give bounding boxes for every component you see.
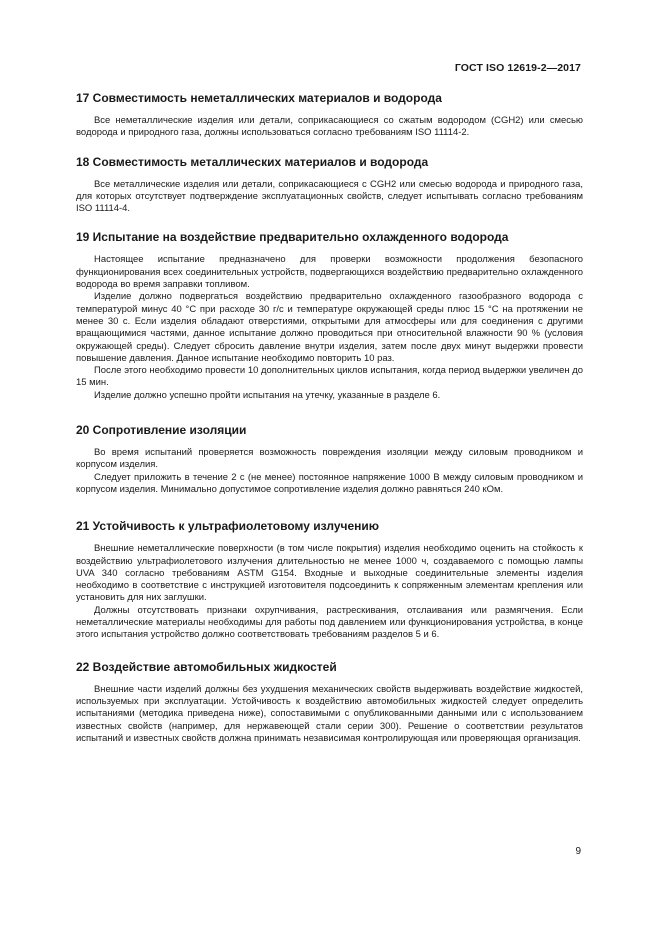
paragraph: Во время испытаний проверяется возможность повреждения изоляции между силовым проводником и корпусом изделия. (76, 447, 583, 471)
section-heading: 21 Устойчивость к ультрафиолетовому излучению (76, 519, 380, 534)
section-heading: 20 Сопротивление изоляции (76, 423, 247, 438)
paragraph: Все металлические изделия или детали, соприкасающиеся с CGH2 или смесью водорода и природного газа, для которых отсутствует подтверждение эксплуатационных свойств, следует испытывать согласно требованиям ISO 11114-4. (76, 178, 583, 215)
paragraph: Следует приложить в течение 2 с (не менее) постоянное напряжение 1000 В между силовым проводником и корпусом изделия. Минимально допустимое сопротивление изделия должно равняться 240 кОм. (76, 471, 583, 495)
paragraph: Должны отсутствовать признаки охрупчивания, растрескивания, отслаивания или размягчения. Если неметаллические материалы необходимы для работы под давлением или функционирования устройства, в конце этого испытания устройство должно соответствовать требованиям разделов 5 и 6. (76, 604, 583, 641)
section-21 (76, 519, 583, 641)
paragraph: Настоящее испытание предназначено для проверки возможности продолжения безопасного функционирования всех соединительных устройств, подвергающихся воздействию предварительно охлажденного водорода во время заправки топливом. (76, 254, 583, 291)
paragraph: Изделие должно подвергаться воздействию предварительно охлажденного газообразного водорода с температурой минус 40 °С при расходе 30 г/с и температуре окружающей среды плюс 15 °С на протяжении не менее 30 с. Если изделия обладают отверстиями, открытыми для атмосферы или для соединения с другими вращающимися частями, данное испытание должно проводиться при относительной влажности 90 % (условия окружающей среды). Следует сбросить давление внутри изделия, затем после двух минут выдержки провести повышение давления. Данное испытание необходимо повторить 10 раз. (76, 291, 583, 364)
section-20 (76, 423, 583, 496)
paragraph: После этого необходимо провести 10 дополнительных циклов испытания, когда период выдержки увеличен до 15 мин. (76, 365, 583, 389)
section-17 (76, 91, 583, 140)
section-19 (76, 230, 583, 402)
paragraph: Все неметаллические изделия или детали, соприкасающиеся со сжатым водородом (CGH2) или смесью водорода и природного газа, должны использоваться согласно требованиям ISO 11114-2. (76, 115, 583, 139)
section-18 (76, 155, 583, 216)
page-number: 9 (575, 846, 581, 857)
section-22 (76, 660, 583, 745)
section-heading: 18 Совместимость металлических материалов и водорода (76, 154, 429, 169)
section-heading: 17 Совместимость неметаллических материалов и водорода (76, 91, 442, 105)
paragraph: Изделие должно успешно пройти испытания на утечку, указанные в разделе 6. (94, 389, 441, 401)
document-id: ГОСТ ISO 12619-2—2017 (454, 62, 581, 74)
paragraph: Внешние части изделий должны без ухудшения механических свойств выдерживать воздействие жидкостей, используемых при эксплуатации. Устойчивость к воздействию автомобильных жидкостей следует определить испытаниями (методика приведена ниже), сопоставимыми с опубликованными данными или с использованием известных свойств (например, для нержавеющей стали серии 300). Решение о соответствии результатов испытаний и известных свойств должна принимать независимая контролирующая или проверяющая организация. (76, 683, 583, 744)
paragraph: Внешние неметаллические поверхности (в том числе покрытия) изделия необходимо оценить на стойкость к воздействию ультрафиолетового излучения длительностью не менее 1000 ч, создаваемого с помощью лампы UVA 340 согласно требованиям ASTM G154. Входные и выходные соединительные элементы изделия необходимо в соответствие с инструкцией изготовителя подсоединить к сопряженным элементам крепления или установить для них заглушки. (76, 543, 583, 604)
document-body (76, 91, 583, 745)
section-heading: 22 Воздействие автомобильных жидкостей (76, 659, 337, 674)
section-heading: 19 Испытание на воздействие предварительно охлажденного водорода (76, 230, 509, 245)
